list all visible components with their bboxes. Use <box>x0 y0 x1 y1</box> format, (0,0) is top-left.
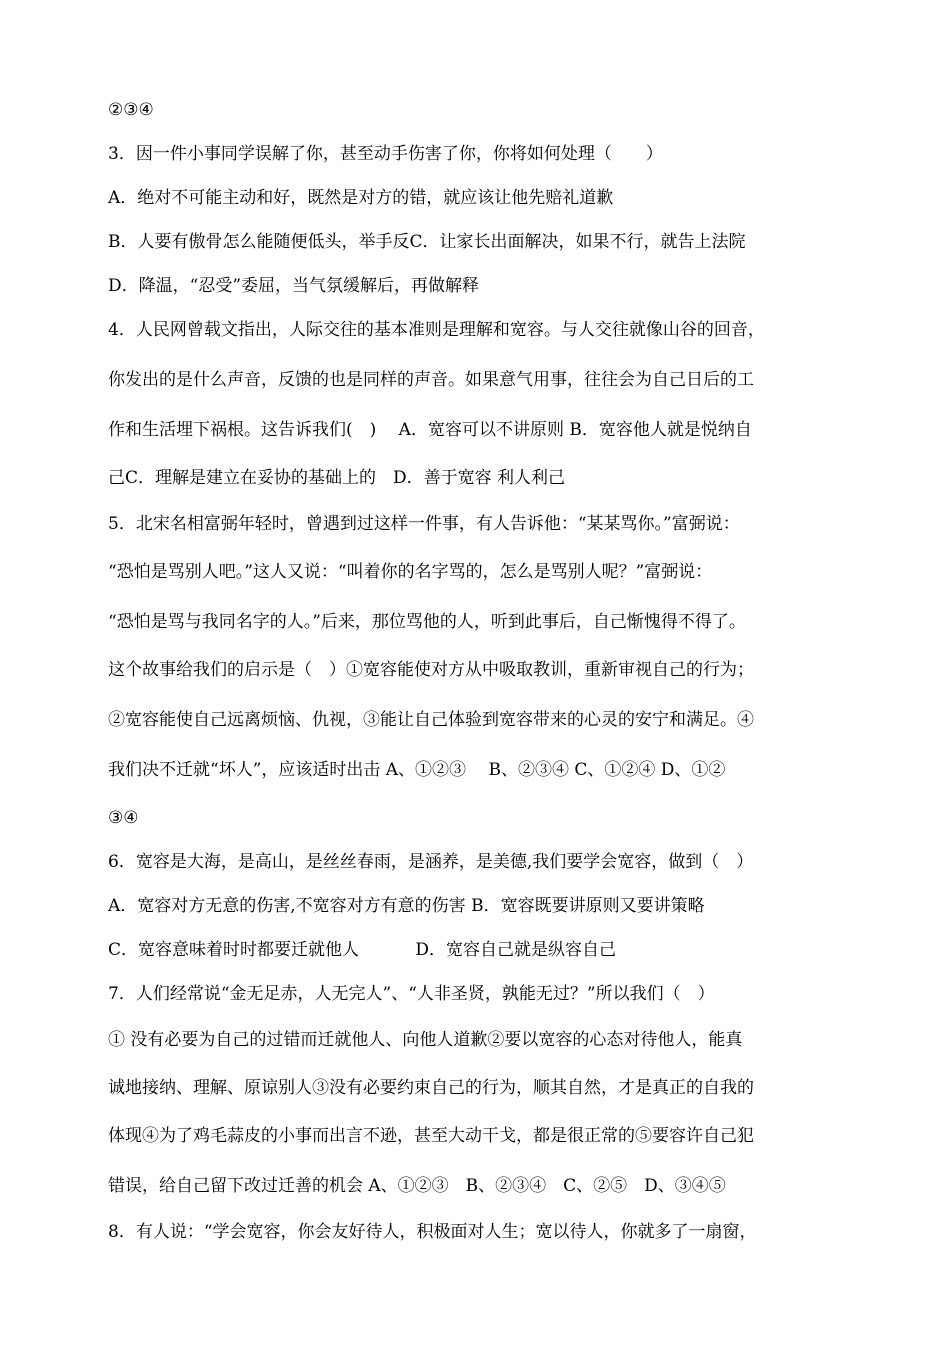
text-line: ②宽容能使自己远离烦恼、仇视，③能让自己体验到宽容带来的心灵的安宁和满足。④ <box>108 710 754 730</box>
text-line: “恐怕是骂与我同名字的人。”后来，那位骂他的人，听到此事后，自己惭愧得不得了。 <box>108 612 746 632</box>
text-line: A．宽容对方无意的伤害,不宽容对方有意的伤害 B．宽容既要讲原则又要讲策略 <box>108 896 705 916</box>
text-line: 体现④为了鸡毛蒜皮的小事而出言不逊，甚至大动干戈，都是很正常的⑤要容许自己犯 <box>108 1126 754 1146</box>
text-line: D．降温，“忍受”委屈，当气氛缓解后，再做解释 <box>108 276 480 296</box>
text-line: “恐怕是骂别人吧。”这人又说：“叫着你的名字骂的，怎么是骂别人呢？”富弼说： <box>108 562 713 582</box>
text-line: 7．人们经常说“金无足赤，人无完人”、“人非圣贤，孰能无过？”所以我们（ ） <box>108 984 715 1004</box>
text-line: 作和生活埋下祸根。这告诉我们( ) A．宽容可以不讲原则 B．宽容他人就是悦纳自 <box>108 420 752 440</box>
text-line: ③④ <box>108 808 139 828</box>
text-line: 5．北宋名相富弼年轻时，曾遇到过这样一件事，有人告诉他：“某某骂你。”富弼说： <box>108 514 740 534</box>
text-line: 你发出的是什么声音，反馈的也是同样的声音。如果意气用事，往往会为自己日后的工 <box>108 370 754 390</box>
text-line: 己C．理解是建立在妥协的基础上的 D．善于宽容 利人利己 <box>108 468 566 488</box>
text-line: A．绝对不可能主动和好，既然是对方的错，就应该让他先赔礼道歉 <box>108 188 614 208</box>
text-line: ②③④ <box>108 100 154 120</box>
text-line: 我们决不迁就“坏人”，应该适时出击 A、①②③ B、②③④ C、①②④ D、①② <box>108 760 726 780</box>
text-line: 8．有人说：“学会宽容，你会友好待人，积极面对人生；宽以待人，你就多了一扇窗， <box>108 1222 757 1242</box>
text-line: 3．因一件小事同学误解了你，甚至动手伤害了你，你将如何处理（ ） <box>108 144 663 164</box>
text-line: 这个故事给我们的启示是（ ）①宽容能使对方从中吸取教训，重新审视自己的行为； <box>108 660 754 680</box>
text-line: 诚地接纳、理解、原谅别人③没有必要约束自己的行为，顺其自然，才是真正的自我的 <box>108 1078 754 1098</box>
text-line: B．人要有傲骨怎么能随便低头，举手反C．让家长出面解决，如果不行，就告上法院 <box>108 232 746 252</box>
text-line: 错误，给自己留下改过迁善的机会 A、①②③ B、②③④ C、②⑤ D、③④⑤ <box>108 1176 726 1196</box>
text-line: 6．宽容是大海，是高山，是丝丝春雨，是涵养，是美德,我们要学会宽容，做到（ ） <box>108 852 754 872</box>
text-line: ① 没有必要为自己的过错而迁就他人、向他人道歉②要以宽容的心态对待他人，能真 <box>108 1030 743 1050</box>
text-line: 4．人民网曾载文指出，人际交往的基本准则是理解和宽容。与人交往就像山谷的回音， <box>108 320 765 340</box>
text-line: C．宽容意味着时时都要迁就他人 D．宽容自己就是纵容自己 <box>108 940 617 960</box>
